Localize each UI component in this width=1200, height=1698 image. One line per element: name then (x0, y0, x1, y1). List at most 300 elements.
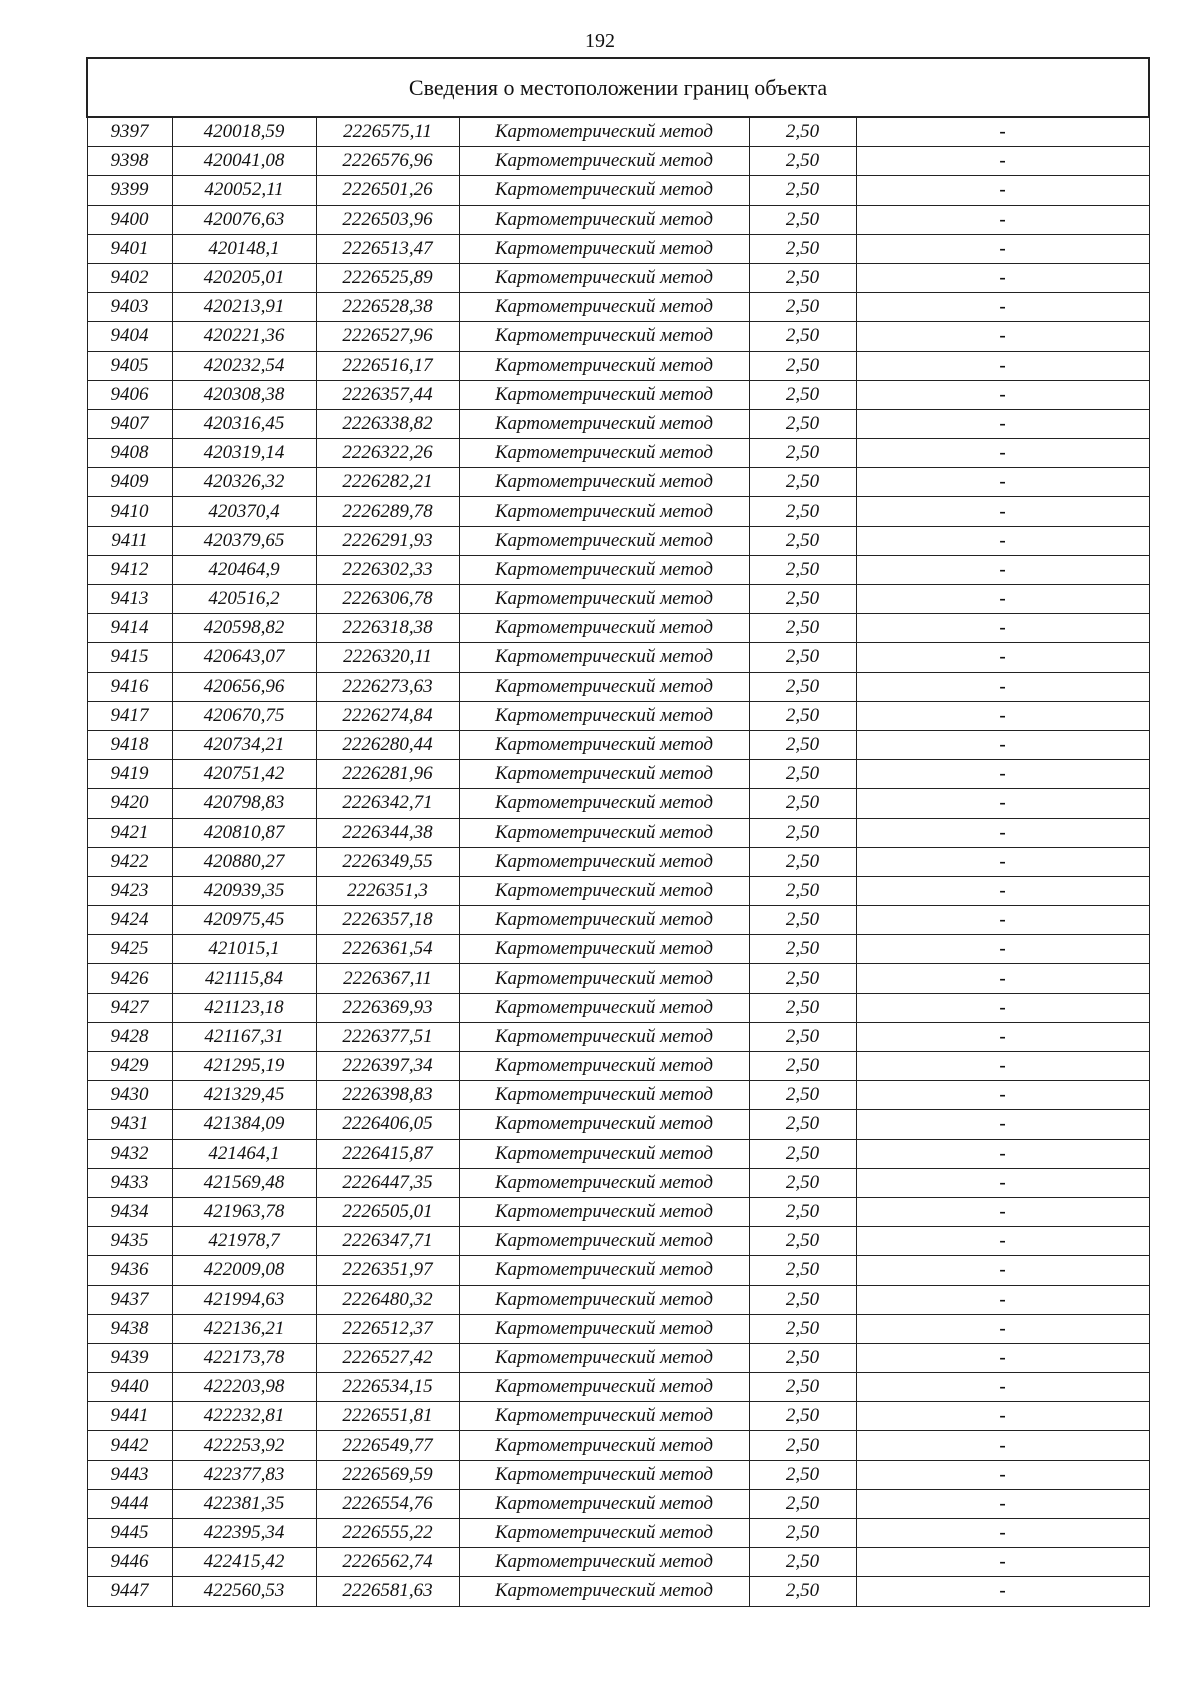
y-coordinate-cell: 2226351,3 (316, 876, 459, 905)
table-row (87, 147, 1149, 176)
table-row (87, 497, 1149, 526)
note-cell: - (856, 1052, 1149, 1081)
accuracy-cell: 2,50 (749, 847, 856, 876)
accuracy-cell: 2,50 (749, 876, 856, 905)
method-cell: Картометрический метод (459, 1577, 749, 1606)
note-cell: - (856, 993, 1149, 1022)
point-number-cell: 9410 (87, 497, 172, 526)
note-cell: - (856, 847, 1149, 876)
accuracy-cell: 2,50 (749, 526, 856, 555)
note-cell: - (856, 293, 1149, 322)
x-coordinate-cell: 420232,54 (172, 351, 316, 380)
accuracy-cell: 2,50 (749, 1197, 856, 1226)
y-coordinate-cell: 2226302,33 (316, 555, 459, 584)
accuracy-cell: 2,50 (749, 1519, 856, 1548)
method-cell: Картометрический метод (459, 293, 749, 322)
x-coordinate-cell: 420751,42 (172, 760, 316, 789)
method-cell: Картометрический метод (459, 1197, 749, 1226)
accuracy-cell: 2,50 (749, 1373, 856, 1402)
x-coordinate-cell: 422560,53 (172, 1577, 316, 1606)
x-coordinate-cell: 420670,75 (172, 701, 316, 730)
note-cell: - (856, 1197, 1149, 1226)
note-cell: - (856, 526, 1149, 555)
table-body (87, 117, 1149, 1606)
y-coordinate-cell: 2226527,96 (316, 322, 459, 351)
table-row (87, 1110, 1149, 1139)
note-cell: - (856, 1373, 1149, 1402)
point-number-cell: 9412 (87, 555, 172, 584)
method-cell: Картометрический метод (459, 935, 749, 964)
y-coordinate-cell: 2226357,18 (316, 906, 459, 935)
point-number-cell: 9436 (87, 1256, 172, 1285)
accuracy-cell: 2,50 (749, 555, 856, 584)
y-coordinate-cell: 2226503,96 (316, 205, 459, 234)
point-number-cell: 9431 (87, 1110, 172, 1139)
point-number-cell: 9437 (87, 1285, 172, 1314)
method-cell: Картометрический метод (459, 672, 749, 701)
y-coordinate-cell: 2226282,21 (316, 468, 459, 497)
method-cell: Картометрический метод (459, 468, 749, 497)
accuracy-cell: 2,50 (749, 1139, 856, 1168)
point-number-cell: 9441 (87, 1402, 172, 1431)
method-cell: Картометрический метод (459, 526, 749, 555)
y-coordinate-cell: 2226555,22 (316, 1519, 459, 1548)
accuracy-cell: 2,50 (749, 1022, 856, 1051)
table-title-row (87, 58, 1149, 117)
y-coordinate-cell: 2226349,55 (316, 847, 459, 876)
y-coordinate-cell: 2226347,71 (316, 1227, 459, 1256)
y-coordinate-cell: 2226361,54 (316, 935, 459, 964)
note-cell: - (856, 263, 1149, 292)
accuracy-cell: 2,50 (749, 1314, 856, 1343)
accuracy-cell: 2,50 (749, 322, 856, 351)
x-coordinate-cell: 420326,32 (172, 468, 316, 497)
note-cell: - (856, 818, 1149, 847)
accuracy-cell: 2,50 (749, 672, 856, 701)
point-number-cell: 9400 (87, 205, 172, 234)
point-number-cell: 9427 (87, 993, 172, 1022)
method-cell: Картометрический метод (459, 380, 749, 409)
y-coordinate-cell: 2226575,11 (316, 117, 459, 147)
accuracy-cell: 2,50 (749, 906, 856, 935)
x-coordinate-cell: 420213,91 (172, 293, 316, 322)
x-coordinate-cell: 422377,83 (172, 1460, 316, 1489)
point-number-cell: 9397 (87, 117, 172, 147)
y-coordinate-cell: 2226406,05 (316, 1110, 459, 1139)
accuracy-cell: 2,50 (749, 234, 856, 263)
accuracy-cell: 2,50 (749, 1052, 856, 1081)
accuracy-cell: 2,50 (749, 1577, 856, 1606)
point-number-cell: 9429 (87, 1052, 172, 1081)
method-cell: Картометрический метод (459, 1431, 749, 1460)
method-cell: Картометрический метод (459, 585, 749, 614)
x-coordinate-cell: 420221,36 (172, 322, 316, 351)
method-cell: Картометрический метод (459, 760, 749, 789)
x-coordinate-cell: 420939,35 (172, 876, 316, 905)
y-coordinate-cell: 2226280,44 (316, 730, 459, 759)
note-cell: - (856, 322, 1149, 351)
table-row (87, 351, 1149, 380)
method-cell: Картометрический метод (459, 1373, 749, 1402)
x-coordinate-cell: 421978,7 (172, 1227, 316, 1256)
accuracy-cell: 2,50 (749, 1256, 856, 1285)
method-cell: Картометрический метод (459, 789, 749, 818)
table-row (87, 847, 1149, 876)
note-cell: - (856, 1227, 1149, 1256)
x-coordinate-cell: 420018,59 (172, 117, 316, 147)
y-coordinate-cell: 2226357,44 (316, 380, 459, 409)
x-coordinate-cell: 420379,65 (172, 526, 316, 555)
accuracy-cell: 2,50 (749, 409, 856, 438)
note-cell: - (856, 176, 1149, 205)
method-cell: Картометрический метод (459, 234, 749, 263)
note-cell: - (856, 1489, 1149, 1518)
table-row (87, 1519, 1149, 1548)
table-row (87, 1139, 1149, 1168)
table-row (87, 585, 1149, 614)
method-cell: Картометрический метод (459, 1227, 749, 1256)
accuracy-cell: 2,50 (749, 614, 856, 643)
point-number-cell: 9435 (87, 1227, 172, 1256)
x-coordinate-cell: 421329,45 (172, 1081, 316, 1110)
point-number-cell: 9402 (87, 263, 172, 292)
note-cell: - (856, 1343, 1149, 1372)
point-number-cell: 9411 (87, 526, 172, 555)
point-number-cell: 9423 (87, 876, 172, 905)
table-title: Сведения о местоположении границ объекта (87, 58, 1149, 117)
note-cell: - (856, 1256, 1149, 1285)
x-coordinate-cell: 422173,78 (172, 1343, 316, 1372)
note-cell: - (856, 117, 1149, 147)
table-row (87, 672, 1149, 701)
y-coordinate-cell: 2226274,84 (316, 701, 459, 730)
method-cell: Картометрический метод (459, 1343, 749, 1372)
x-coordinate-cell: 420598,82 (172, 614, 316, 643)
table-row (87, 730, 1149, 759)
table-row (87, 205, 1149, 234)
table-row (87, 234, 1149, 263)
table-row (87, 760, 1149, 789)
table-row (87, 1460, 1149, 1489)
point-number-cell: 9419 (87, 760, 172, 789)
note-cell: - (856, 672, 1149, 701)
note-cell: - (856, 380, 1149, 409)
note-cell: - (856, 1402, 1149, 1431)
accuracy-cell: 2,50 (749, 585, 856, 614)
y-coordinate-cell: 2226369,93 (316, 993, 459, 1022)
y-coordinate-cell: 2226318,38 (316, 614, 459, 643)
method-cell: Картометрический метод (459, 1519, 749, 1548)
note-cell: - (856, 1314, 1149, 1343)
table-row (87, 643, 1149, 672)
accuracy-cell: 2,50 (749, 380, 856, 409)
x-coordinate-cell: 420316,45 (172, 409, 316, 438)
note-cell: - (856, 1139, 1149, 1168)
point-number-cell: 9398 (87, 147, 172, 176)
point-number-cell: 9418 (87, 730, 172, 759)
accuracy-cell: 2,50 (749, 351, 856, 380)
x-coordinate-cell: 421123,18 (172, 993, 316, 1022)
table-row (87, 1285, 1149, 1314)
point-number-cell: 9432 (87, 1139, 172, 1168)
note-cell: - (856, 1460, 1149, 1489)
table-row (87, 293, 1149, 322)
note-cell: - (856, 555, 1149, 584)
point-number-cell: 9434 (87, 1197, 172, 1226)
note-cell: - (856, 439, 1149, 468)
method-cell: Картометрический метод (459, 614, 749, 643)
accuracy-cell: 2,50 (749, 497, 856, 526)
method-cell: Картометрический метод (459, 730, 749, 759)
x-coordinate-cell: 421464,1 (172, 1139, 316, 1168)
table-row (87, 1343, 1149, 1372)
point-number-cell: 9445 (87, 1519, 172, 1548)
method-cell: Картометрический метод (459, 147, 749, 176)
method-cell: Картометрический метод (459, 964, 749, 993)
y-coordinate-cell: 2226576,96 (316, 147, 459, 176)
method-cell: Картометрический метод (459, 1402, 749, 1431)
accuracy-cell: 2,50 (749, 1168, 856, 1197)
accuracy-cell: 2,50 (749, 993, 856, 1022)
y-coordinate-cell: 2226480,32 (316, 1285, 459, 1314)
accuracy-cell: 2,50 (749, 964, 856, 993)
y-coordinate-cell: 2226549,77 (316, 1431, 459, 1460)
y-coordinate-cell: 2226569,59 (316, 1460, 459, 1489)
note-cell: - (856, 701, 1149, 730)
x-coordinate-cell: 420370,4 (172, 497, 316, 526)
method-cell: Картометрический метод (459, 497, 749, 526)
note-cell: - (856, 1577, 1149, 1606)
note-cell: - (856, 147, 1149, 176)
x-coordinate-cell: 422381,35 (172, 1489, 316, 1518)
point-number-cell: 9422 (87, 847, 172, 876)
y-coordinate-cell: 2226273,63 (316, 672, 459, 701)
accuracy-cell: 2,50 (749, 1489, 856, 1518)
x-coordinate-cell: 422253,92 (172, 1431, 316, 1460)
method-cell: Картометрический метод (459, 1460, 749, 1489)
y-coordinate-cell: 2226398,83 (316, 1081, 459, 1110)
table-row (87, 380, 1149, 409)
method-cell: Картометрический метод (459, 1548, 749, 1577)
y-coordinate-cell: 2226342,71 (316, 789, 459, 818)
table-row (87, 818, 1149, 847)
table-row (87, 614, 1149, 643)
x-coordinate-cell: 420798,83 (172, 789, 316, 818)
note-cell: - (856, 730, 1149, 759)
x-coordinate-cell: 420880,27 (172, 847, 316, 876)
table-row (87, 1197, 1149, 1226)
x-coordinate-cell: 421994,63 (172, 1285, 316, 1314)
y-coordinate-cell: 2226525,89 (316, 263, 459, 292)
note-cell: - (856, 234, 1149, 263)
x-coordinate-cell: 420052,11 (172, 176, 316, 205)
note-cell: - (856, 906, 1149, 935)
point-number-cell: 9444 (87, 1489, 172, 1518)
note-cell: - (856, 497, 1149, 526)
accuracy-cell: 2,50 (749, 935, 856, 964)
point-number-cell: 9443 (87, 1460, 172, 1489)
note-cell: - (856, 1081, 1149, 1110)
y-coordinate-cell: 2226581,63 (316, 1577, 459, 1606)
point-number-cell: 9404 (87, 322, 172, 351)
note-cell: - (856, 205, 1149, 234)
point-number-cell: 9447 (87, 1577, 172, 1606)
table-row (87, 1314, 1149, 1343)
note-cell: - (856, 409, 1149, 438)
x-coordinate-cell: 421569,48 (172, 1168, 316, 1197)
y-coordinate-cell: 2226338,82 (316, 409, 459, 438)
accuracy-cell: 2,50 (749, 147, 856, 176)
accuracy-cell: 2,50 (749, 439, 856, 468)
accuracy-cell: 2,50 (749, 1110, 856, 1139)
table-row (87, 1022, 1149, 1051)
y-coordinate-cell: 2226512,37 (316, 1314, 459, 1343)
accuracy-cell: 2,50 (749, 1548, 856, 1577)
table-row (87, 1227, 1149, 1256)
y-coordinate-cell: 2226501,26 (316, 176, 459, 205)
method-cell: Картометрический метод (459, 263, 749, 292)
x-coordinate-cell: 422232,81 (172, 1402, 316, 1431)
x-coordinate-cell: 421115,84 (172, 964, 316, 993)
y-coordinate-cell: 2226447,35 (316, 1168, 459, 1197)
note-cell: - (856, 351, 1149, 380)
y-coordinate-cell: 2226562,74 (316, 1548, 459, 1577)
point-number-cell: 9440 (87, 1373, 172, 1402)
point-number-cell: 9407 (87, 409, 172, 438)
accuracy-cell: 2,50 (749, 643, 856, 672)
y-coordinate-cell: 2226377,51 (316, 1022, 459, 1051)
x-coordinate-cell: 422395,34 (172, 1519, 316, 1548)
point-number-cell: 9399 (87, 176, 172, 205)
table-row (87, 439, 1149, 468)
x-coordinate-cell: 420643,07 (172, 643, 316, 672)
accuracy-cell: 2,50 (749, 1343, 856, 1372)
x-coordinate-cell: 420319,14 (172, 439, 316, 468)
page-number: 192 (585, 30, 615, 52)
method-cell: Картометрический метод (459, 1489, 749, 1518)
accuracy-cell: 2,50 (749, 263, 856, 292)
x-coordinate-cell: 420734,21 (172, 730, 316, 759)
accuracy-cell: 2,50 (749, 1402, 856, 1431)
accuracy-cell: 2,50 (749, 1460, 856, 1489)
table-row (87, 964, 1149, 993)
boundary-coordinates-table (86, 57, 1150, 1607)
table-row (87, 176, 1149, 205)
point-number-cell: 9425 (87, 935, 172, 964)
note-cell: - (856, 1548, 1149, 1577)
y-coordinate-cell: 2226397,34 (316, 1052, 459, 1081)
point-number-cell: 9415 (87, 643, 172, 672)
accuracy-cell: 2,50 (749, 1081, 856, 1110)
note-cell: - (856, 468, 1149, 497)
method-cell: Картометрический метод (459, 643, 749, 672)
table-row (87, 555, 1149, 584)
table-row (87, 263, 1149, 292)
point-number-cell: 9439 (87, 1343, 172, 1372)
x-coordinate-cell: 420205,01 (172, 263, 316, 292)
table-row (87, 876, 1149, 905)
note-cell: - (856, 876, 1149, 905)
point-number-cell: 9421 (87, 818, 172, 847)
table-row (87, 701, 1149, 730)
point-number-cell: 9413 (87, 585, 172, 614)
table-row (87, 1052, 1149, 1081)
table-row (87, 1489, 1149, 1518)
x-coordinate-cell: 420041,08 (172, 147, 316, 176)
note-cell: - (856, 1519, 1149, 1548)
table-row (87, 322, 1149, 351)
method-cell: Картометрический метод (459, 1285, 749, 1314)
table-row (87, 526, 1149, 555)
point-number-cell: 9430 (87, 1081, 172, 1110)
method-cell: Картометрический метод (459, 322, 749, 351)
x-coordinate-cell: 421015,1 (172, 935, 316, 964)
table-row (87, 1431, 1149, 1460)
method-cell: Картометрический метод (459, 351, 749, 380)
y-coordinate-cell: 2226322,26 (316, 439, 459, 468)
table-row (87, 117, 1149, 147)
y-coordinate-cell: 2226351,97 (316, 1256, 459, 1285)
method-cell: Картометрический метод (459, 1110, 749, 1139)
point-number-cell: 9442 (87, 1431, 172, 1460)
x-coordinate-cell: 420810,87 (172, 818, 316, 847)
table-row (87, 1577, 1149, 1606)
point-number-cell: 9409 (87, 468, 172, 497)
point-number-cell: 9433 (87, 1168, 172, 1197)
method-cell: Картометрический метод (459, 906, 749, 935)
accuracy-cell: 2,50 (749, 205, 856, 234)
point-number-cell: 9417 (87, 701, 172, 730)
method-cell: Картометрический метод (459, 1314, 749, 1343)
accuracy-cell: 2,50 (749, 760, 856, 789)
x-coordinate-cell: 420076,63 (172, 205, 316, 234)
method-cell: Картометрический метод (459, 176, 749, 205)
table-row (87, 1402, 1149, 1431)
x-coordinate-cell: 421167,31 (172, 1022, 316, 1051)
x-coordinate-cell: 421384,09 (172, 1110, 316, 1139)
method-cell: Картометрический метод (459, 555, 749, 584)
y-coordinate-cell: 2226505,01 (316, 1197, 459, 1226)
x-coordinate-cell: 420516,2 (172, 585, 316, 614)
point-number-cell: 9428 (87, 1022, 172, 1051)
y-coordinate-cell: 2226306,78 (316, 585, 459, 614)
table-row (87, 935, 1149, 964)
note-cell: - (856, 1110, 1149, 1139)
method-cell: Картометрический метод (459, 993, 749, 1022)
note-cell: - (856, 643, 1149, 672)
x-coordinate-cell: 422203,98 (172, 1373, 316, 1402)
accuracy-cell: 2,50 (749, 701, 856, 730)
x-coordinate-cell: 422009,08 (172, 1256, 316, 1285)
table-row (87, 409, 1149, 438)
point-number-cell: 9401 (87, 234, 172, 263)
point-number-cell: 9446 (87, 1548, 172, 1577)
point-number-cell: 9414 (87, 614, 172, 643)
y-coordinate-cell: 2226554,76 (316, 1489, 459, 1518)
method-cell: Картометрический метод (459, 1081, 749, 1110)
note-cell: - (856, 964, 1149, 993)
point-number-cell: 9426 (87, 964, 172, 993)
y-coordinate-cell: 2226289,78 (316, 497, 459, 526)
x-coordinate-cell: 421295,19 (172, 1052, 316, 1081)
accuracy-cell: 2,50 (749, 117, 856, 147)
x-coordinate-cell: 420975,45 (172, 906, 316, 935)
table-row (87, 789, 1149, 818)
accuracy-cell: 2,50 (749, 730, 856, 759)
method-cell: Картометрический метод (459, 409, 749, 438)
note-cell: - (856, 1285, 1149, 1314)
note-cell: - (856, 789, 1149, 818)
